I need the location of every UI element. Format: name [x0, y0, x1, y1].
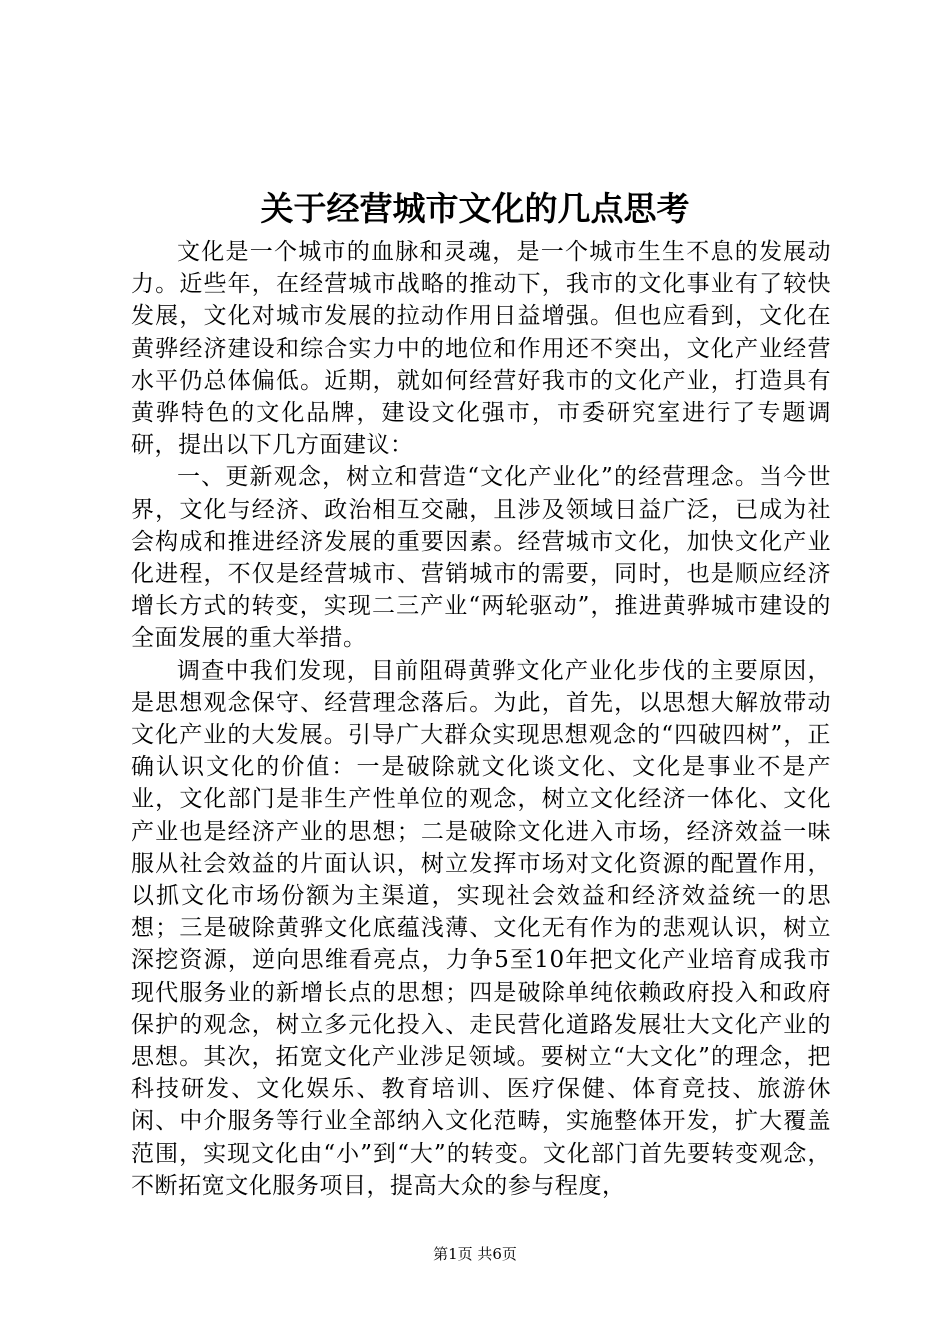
paragraph-section-one: 一、更新观念，树立和营造“文化产业化”的经营理念。当今世界，文化与经济、政治相互交融，且涉及领域日益广泛，已成为社会构成和推进经济发展的重要因素。经营城市文化，加快文化产业化进程，不仅是经营城市、营销城市的需要，同时，也是顺应经济增长方式的转变，实现二三产业“两轮驱动”，推进黄骅城市建设的全面发展的重大举措。 — [131, 464, 831, 652]
document-title: 关于经营城市文化的几点思考 — [260, 189, 690, 228]
document-body — [131, 236, 831, 1202]
paragraph-intro: 文化是一个城市的血脉和灵魂，是一个城市生生不息的发展动力。近些年，在经营城市战略的推动下，我市的文化事业有了较快发展，文化对城市发展的拉动作用日益增强。但也应看到，文化在黄骅经济建设和综合实力中的地位和作用还不突出，文化产业经营水平仍总体偏低。近期，就如何经营好我市的文化产业，打造具有黄骅特色的文化品牌，建设文化强市，市委研究室进行了专题调研，提出以下几方面建议： — [131, 239, 831, 459]
paragraph-investigation: 调查中我们发现，目前阻碍黄骅文化产业化步伐的主要原因，是思想观念保守、经营理念落后。为此，首先，以思想大解放带动文化产业的大发展。引导广大群众实现思想观念的“四破四树”，正确认识文化的价值：一是破除就文化谈文化、文化是事业不是产业，文化部门是非生产性单位的观念，树立文化经济一体化、文化产业也是经济产业的思想；二是破除文化进入市场，经济效益一味服从社会效益的片面认识，树立发挥市场对文化资源的配置作用，以抓文化市场份额为主渠道，实现社会效益和经济效益统一的思想；三是破除黄骅文化底蕴浅薄、文化无有作为的悲观认识，树立深挖资源，逆向思维看亮点，力争5至10年把文化产业培育成我市现代服务业的新增长点的思想；四是破除单纯依赖政府投入和政府保护的观念，树立多元化投入、走民营化道路发展壮大文化产业的思想。其次，拓宽文化产业涉足领域。要树立“大文化”的理念，把科技研发、文化娱乐、教育培训、医疗保健、体育竞技、旅游休闲、中介服务等行业全部纳入文化范畴，实施整体开发，扩大覆盖范围，实现文化由“小”到“大”的转变。文化部门首先要转变观念，不断拓宽文化服务项目，提高大众的参与程度， — [131, 657, 831, 1199]
page-number-footer: 第1页 共6页 — [433, 1245, 517, 1263]
